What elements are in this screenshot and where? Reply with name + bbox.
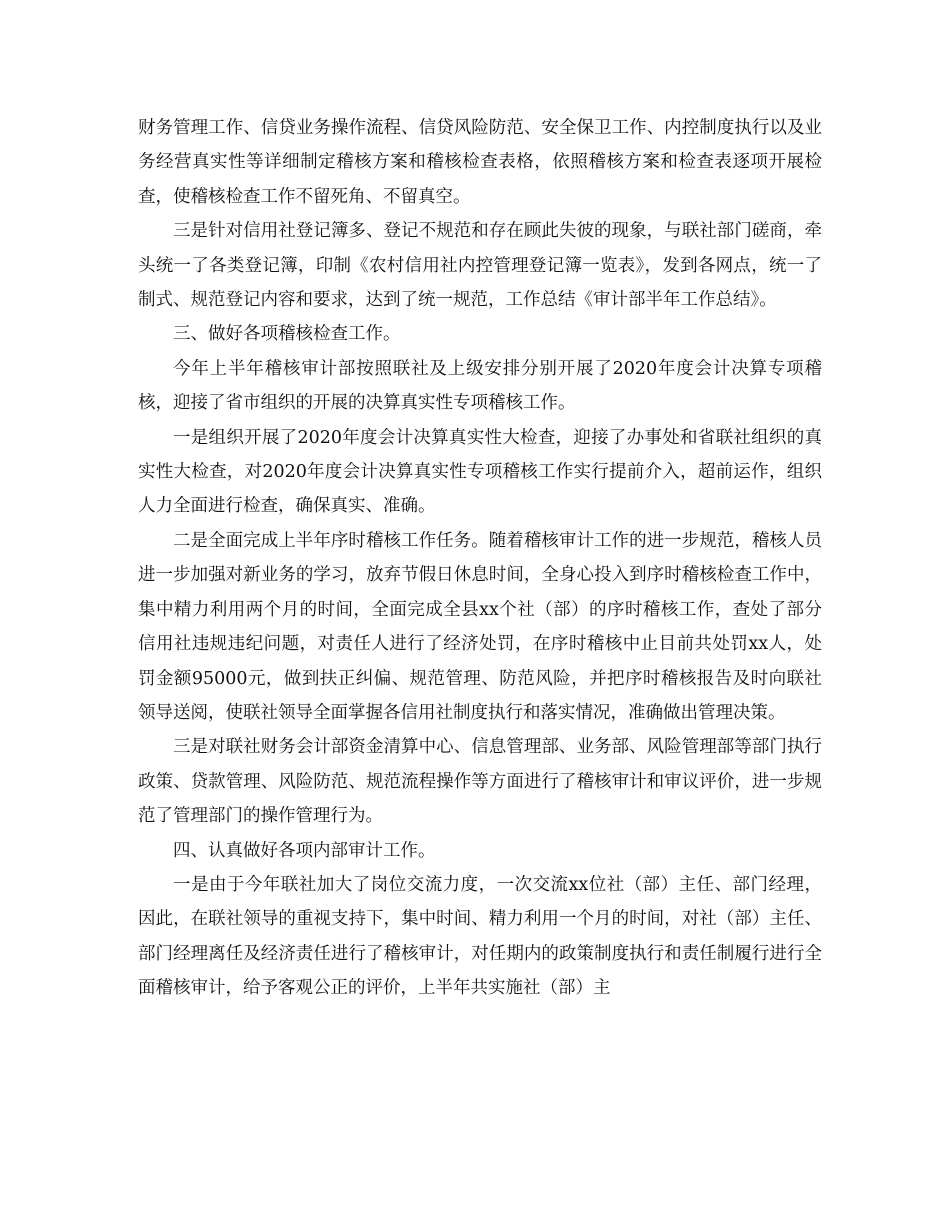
paragraph-job-rotation-audit: 一是由于今年联社加大了岗位交流力度，一次交流xx位社（部）主任、部门经理，因此，在联社领导的重视支持下，集中时间、精力利用一个月的时间，对社（部）主任、部门经理离任及经济责任进行了稽核审计，对任期内的政策制度执行和责任制履行进行全面稽核审计，给予客观公正的评价，上半年共实施社（部）主 [138,874,822,999]
document-body [138,111,822,1006]
paragraph-year-end-check: 一是组织开展了2020年度会计决算真实性大检查，迎接了办事处和省联社组织的真实性大检查，对2020年度会计决算真实性专项稽核工作实行提前介入，超前运作，组织人力全面进行检查，确保真实、准确。 [138,427,822,517]
section-heading-internal-audit: 四、认真做好各项内部审计工作。 [173,840,436,861]
section-heading-audit-inspection: 三、做好各项稽核检查工作。 [173,324,401,345]
paragraph-registration-books: 三是针对信用社登记簿多、登记不规范和存在顾此失彼的现象，与联社部门磋商，牵头统一了各类登记簿，印制《农村信用社内控管理登记簿一览表》，发到各网点，统一了制式、规范登记内容和要求，达到了统一规范，工作总结《审计部半年工作总结》。 [138,221,822,311]
paragraph-continued: 财务管理工作、信贷业务操作流程、信贷风险防范、安全保卫工作、内控制度执行以及业务经营真实性等详细制定稽核方案和稽核检查表格，依照稽核方案和检查表逐项开展检查，使稽核检查工作不留死角、不留真空。 [138,118,822,207]
paragraph-first-half-overview: 今年上半年稽核审计部按照联社及上级安排分别开展了2020年度会计决算专项稽核，迎接了省市组织的开展的决算真实性专项稽核工作。 [138,358,822,414]
paragraph-department-audit: 三是对联社财务会计部资金清算中心、信息管理部、业务部、风险管理部等部门执行政策、贷款管理、风险防范、规范流程操作等方面进行了稽核审计和审议评价，进一步规范了管理部门的操作管理行为。 [138,737,822,827]
paragraph-sequential-audit: 二是全面完成上半年序时稽核工作任务。随着稽核审计工作的进一步规范，稽核人员进一步加强对新业务的学习，放弃节假日休息时间，全身心投入到序时稽核检查工作中，集中精力利用两个月的时间，全面完成全县xx个社（部）的序时稽核工作，查处了部分信用社违规违纪问题，对责任人进行了经济处罚，在序时稽核中止目前共处罚xx人，处罚金额95000元，做到扶正纠偏、规范管理、防范风险，并把序时稽核报告及时向联社领导送阅，使联社领导全面掌握各信用社制度执行和落实情况，准确做出管理决策。 [138,530,822,723]
